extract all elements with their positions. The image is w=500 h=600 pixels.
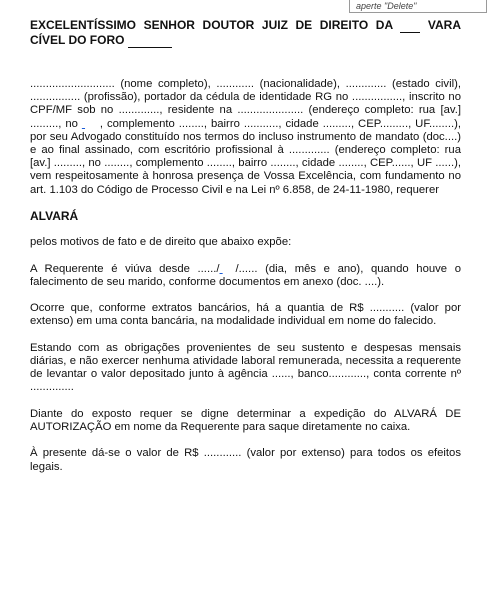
- death-month-field[interactable]: [220, 263, 236, 276]
- delete-hint-box: [349, 0, 487, 13]
- court-header: [30, 18, 461, 48]
- request-title[interactable]: ALVARÁ: [30, 209, 79, 224]
- motives-paragraph[interactable]: pelos motivos de fato e de direito que abaixo expõe:: [30, 236, 292, 249]
- qualification-paragraph: [30, 78, 461, 197]
- qualification-text-1[interactable]: ........................... (nome completo), ............ (nacionalidade), ............. (estado civil), ................ (profissão), portador da cédula de identidade RG no ................, inscrito no CPF/MF sob no ............., residente na ..................... (endereço completo: rua [av.] ........., no: [30, 78, 461, 130]
- value-paragraph[interactable]: À presente dá-se o valor de R$ ............ (valor por extenso) para todos os efeitos legais.: [30, 447, 461, 473]
- court-header-part2[interactable]: VARA CÍVEL DO FORO: [30, 18, 461, 47]
- forum-name-blank[interactable]: [128, 33, 172, 48]
- petition-document: [30, 18, 461, 487]
- needs-paragraph[interactable]: Estando com as obrigações provenientes de seu sustento e despesas mensais diárias, e não exercer nenhuma atividade laboral remunerada, necessita a requerente de levantar o valor depositado junto à agência ......, banco............, conta corrente nº ..............: [30, 341, 461, 394]
- address-number-field[interactable]: [82, 118, 100, 131]
- court-header-part1[interactable]: EXCELENTÍSSIMO SENHOR DOUTOR JUIZ DE DIREITO DA: [30, 18, 401, 32]
- widow-paragraph: [30, 263, 461, 289]
- bank-balance-paragraph[interactable]: Ocorre que, conforme extratos bancários, há a quantia de R$ ........... (valor por extenso) em uma conta bancária, na modalidade individual em nome do falecido.: [30, 302, 461, 328]
- request-paragraph[interactable]: Diante do exposto requer se digne determinar a expedição do ALVARÁ DE AUTORIZAÇÃO em nome da Requerente para saque diretamente no caixa.: [30, 407, 461, 433]
- widow-text-2[interactable]: /...... (dia, mês e ano), quando houve o falecimento de seu marido, conforme documentos em anexo (doc. ....).: [30, 262, 461, 288]
- widow-text-1[interactable]: A Requerente é viúva desde ....../: [30, 262, 220, 275]
- court-number-blank[interactable]: [400, 18, 420, 33]
- delete-hint-text: aperte "Delete": [356, 1, 417, 11]
- qualification-text-2[interactable]: , complemento ........, bairro ..........., cidade ........., CEP........., UF........), por seu Advogado constituído nos termos do incluso instrumento de mandato (doc....) e ao final assinado, com escritório profissional à ............. (endereço completo: rua [av.] ........., no ........, complemento ........, bairro ........, cidade ........, CEP......, UF ......), vem respeitosamente à honrosa presença de Vossa Excelência, com fundamento no art. 1.103 do Código de Processo Civil e na Lei nº 6.858, de 24-11-1980, requerer: [30, 117, 461, 196]
